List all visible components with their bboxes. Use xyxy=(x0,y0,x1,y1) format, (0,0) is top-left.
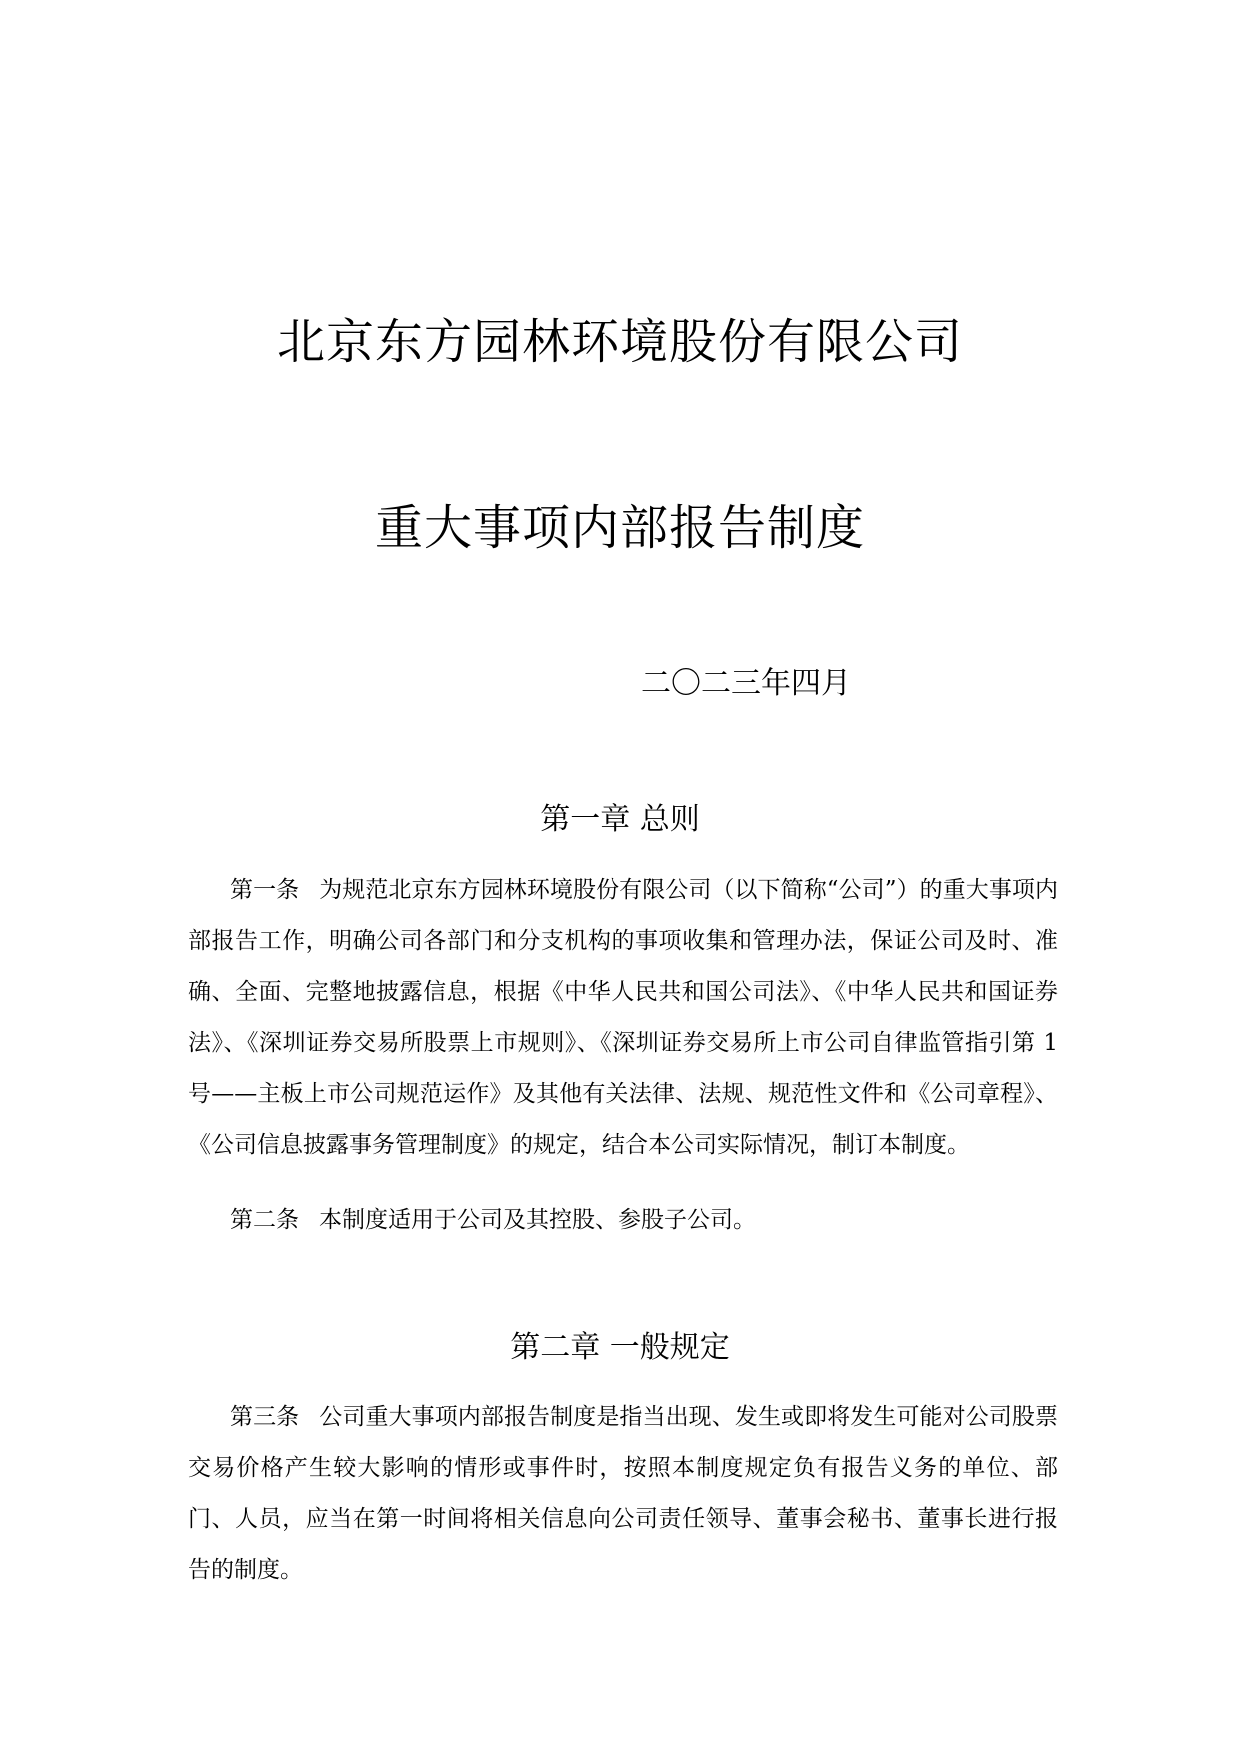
article-2 xyxy=(188,1195,1058,1246)
article-2-number: 第二条 xyxy=(230,1207,299,1233)
article-1-number: 第一条 xyxy=(230,877,300,903)
chapter-1-heading: 第一章 总则 xyxy=(540,802,700,837)
chapter-2-heading: 第二章 一般规定 xyxy=(510,1330,730,1365)
company-title: 北京东方园林环境股份有限公司 xyxy=(276,314,963,370)
article-2-text: 本制度适用于公司及其控股、参股子公司。 xyxy=(319,1207,756,1233)
document-date: 二〇二三年四月 xyxy=(641,666,851,701)
regulation-title: 重大事项内部报告制度 xyxy=(374,500,865,556)
article-1 xyxy=(188,865,1058,1171)
article-1-text: 为规范北京东方园林环境股份有限公司（以下简称“公司”）的重大事项内部报告工作，明确公司各部门和分支机构的事项收集和管理办法，保证公司及时、准确、全面、完整地披露信息，根据《中华人民共和国公司法》、《中华人民共和国证券法》、《深圳证券交易所股票上市规则》、《深圳证券交易所上市公司自律监管指引第 1号——主板上市公司规范运作》及其他有关法律、法规、规范性文件和《公司章程》、《公司信息披露事务管理制度》的规定，结合本公司实际情况，制订本制度。 xyxy=(188,877,1058,1158)
article-3 xyxy=(188,1392,1058,1596)
article-3-text: 公司重大事项内部报告制度是指当出现、发生或即将发生可能对公司股票交易价格产生较大影响的情形或事件时，按照本制度规定负有报告义务的单位、部门、人员，应当在第一时间将相关信息向公司责任领导、董事会秘书、董事长进行报告的制度。 xyxy=(188,1404,1059,1583)
article-3-number: 第三条 xyxy=(230,1404,300,1430)
